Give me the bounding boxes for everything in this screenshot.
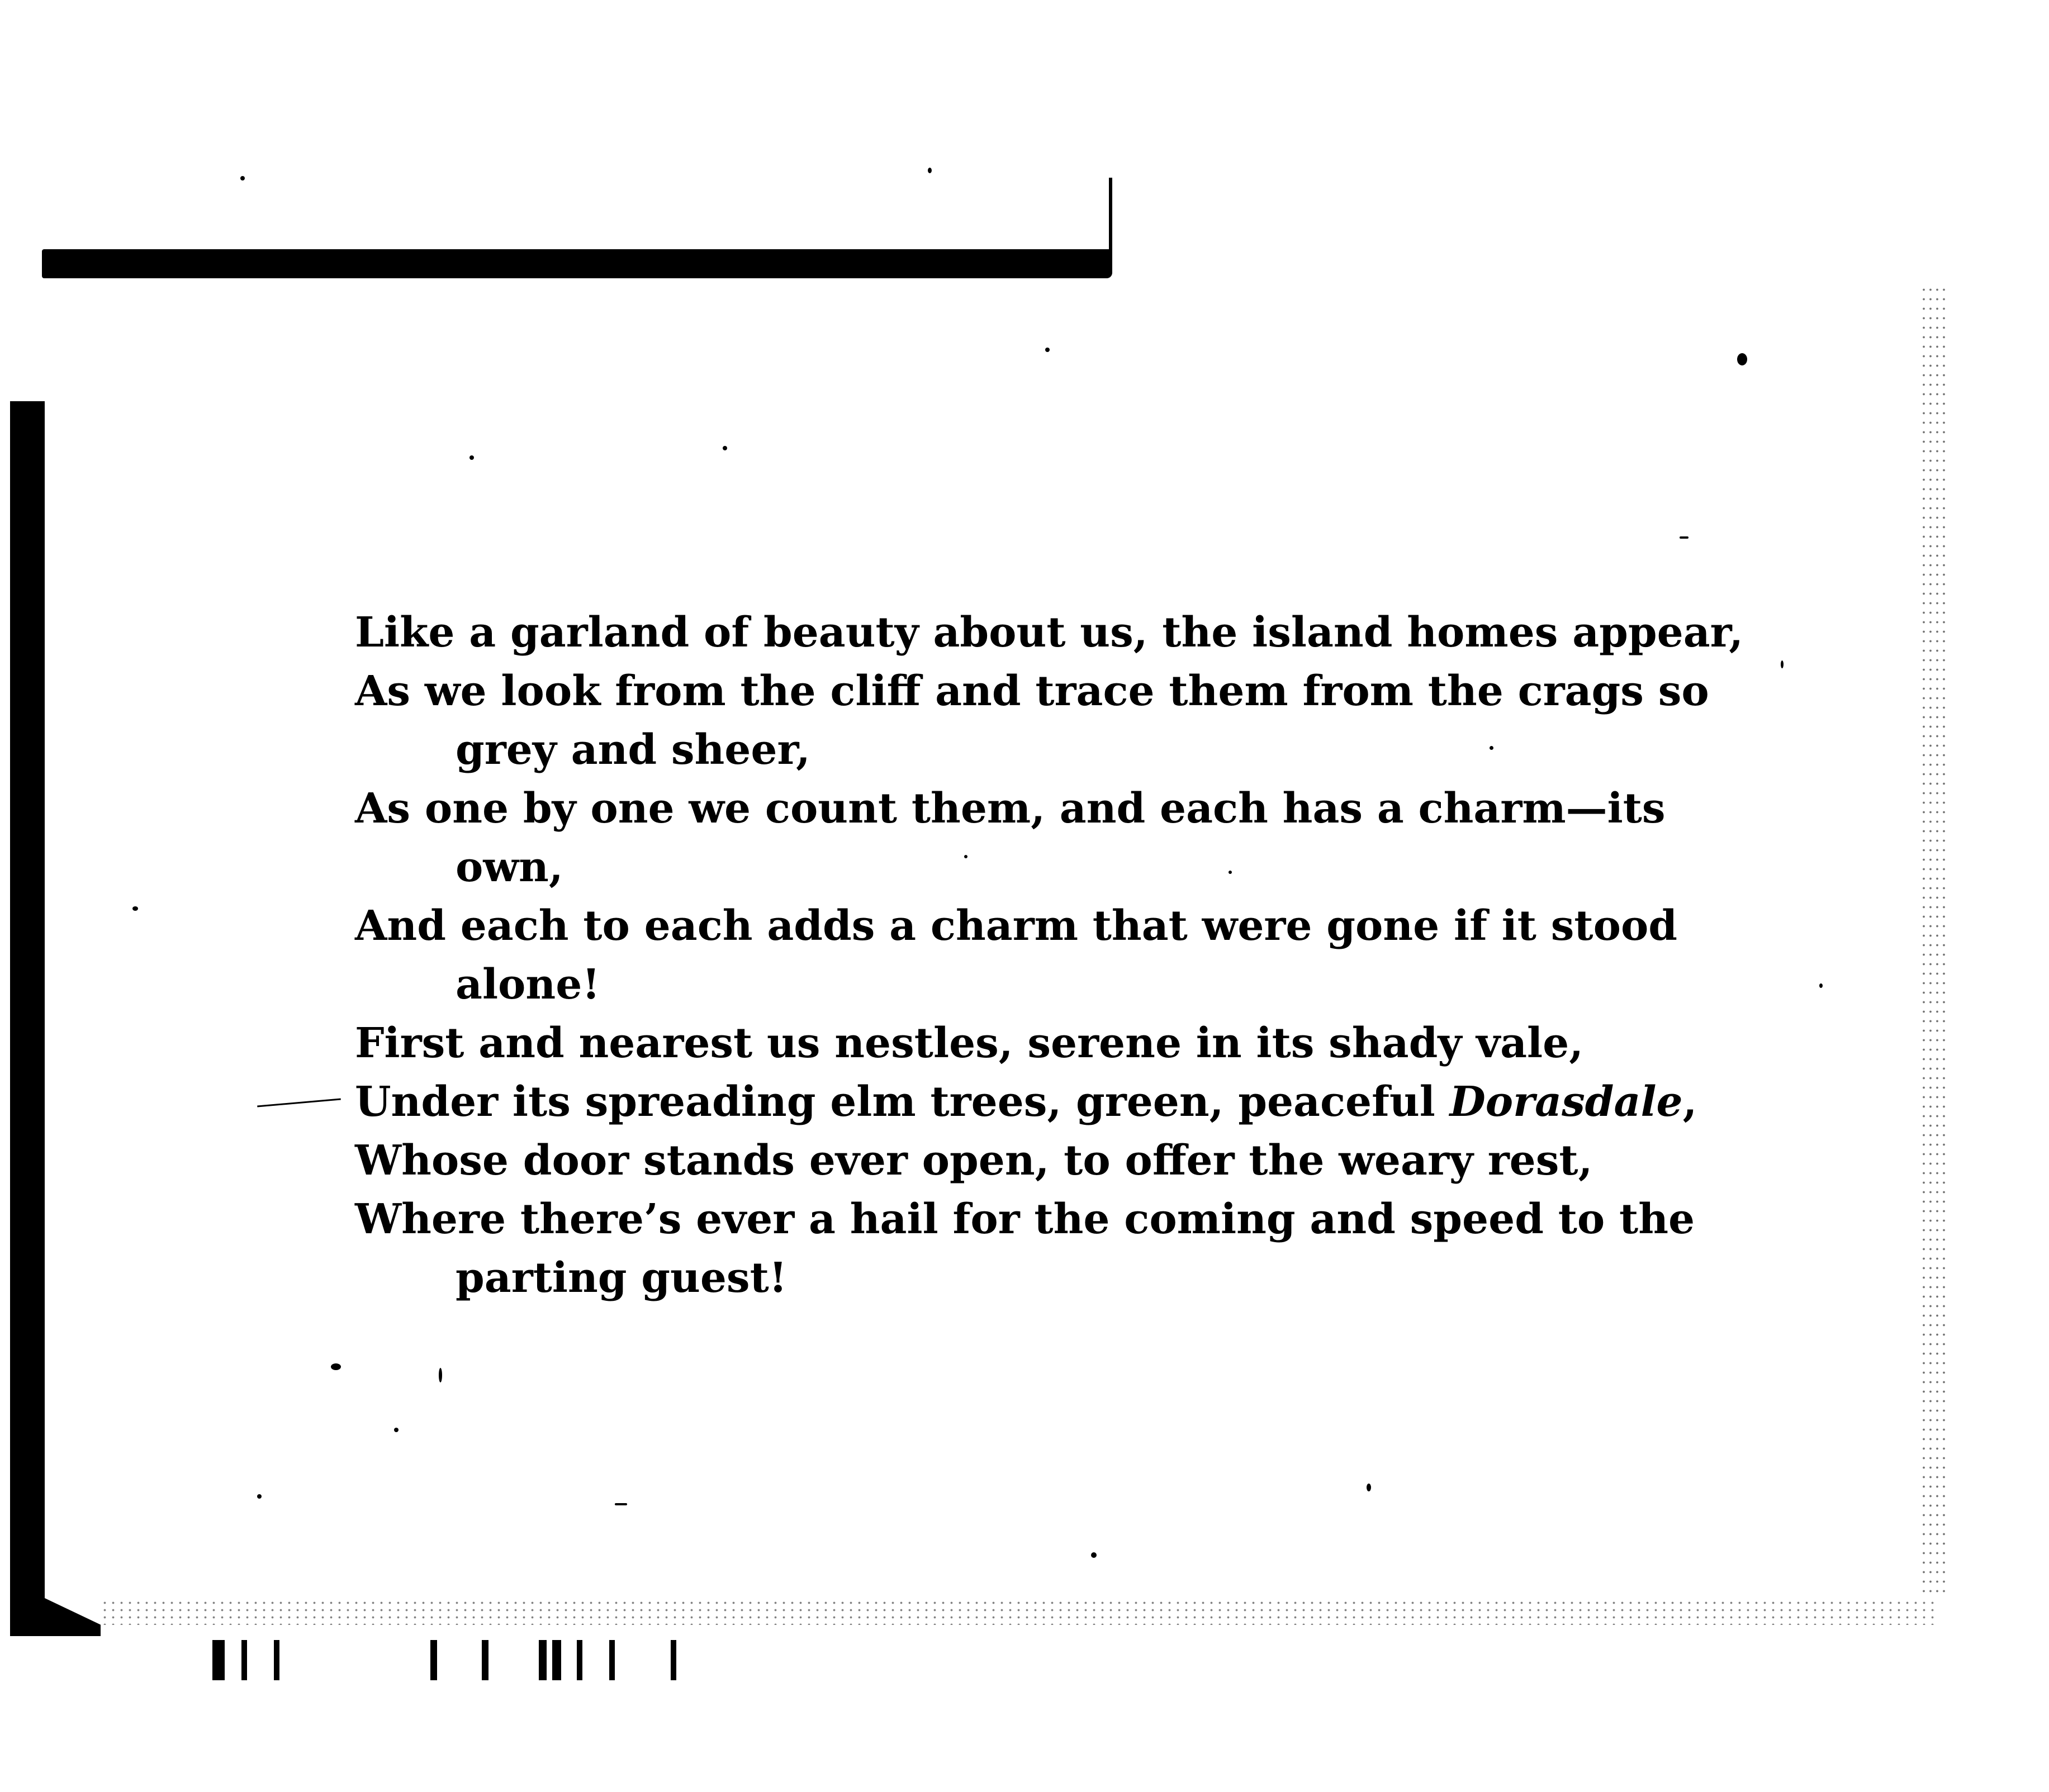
poem-line-text: Under its spreading elm trees, green, peaceful [355,1078,1450,1126]
top-rule [42,249,1112,278]
poem-line: First and nearest us nestles, serene in its shady vale, [355,1019,1583,1067]
scan-speck [723,446,727,450]
poem-line-continuation: grey and sheer, [456,726,810,774]
poem-stanza [355,603,1744,1308]
scan-speck [331,1363,341,1370]
poem-line: As one by one we count them, and each has a charm—its [355,785,1666,833]
scan-speck [1091,1552,1097,1558]
poem-line: Whose door stands ever open, to offer the weary rest, [355,1137,1593,1185]
place-name-italic: Dorasdale [1449,1078,1683,1126]
poem-line-continuation: parting guest! [456,1254,788,1302]
poem-line: As we look from the cliff and trace them from the crags so [355,667,1709,715]
scan-speck [615,1503,627,1505]
poem-line: Like a garland of beauty about us, the island homes appear, [355,609,1744,657]
scan-speck [1367,1484,1371,1491]
scan-speck [1781,660,1784,668]
scan-speck [1819,983,1823,988]
left-scan-edge [10,401,45,1636]
poem-line-continuation: own, [456,843,563,891]
poem-line: And each to each adds a charm that were gone if it stood [355,902,1678,950]
scan-speck [394,1428,399,1432]
poem-line: Where there’s ever a hail for the coming and speed to the [355,1195,1695,1243]
margin-pencil-mark [257,1098,341,1107]
scan-speck [1680,536,1688,539]
scan-speck [132,906,138,911]
scan-speck [240,176,245,180]
scan-speck [1737,353,1747,365]
poem-line-tail: , [1682,1078,1697,1126]
top-rule-tick [1109,178,1112,256]
poem-line-continuation: alone! [456,961,600,1009]
bottom-scan-noise [101,1599,1939,1625]
scan-speck [439,1368,442,1382]
registration-marks [212,1640,676,1680]
scan-speck [1045,348,1050,352]
scan-speck [469,455,474,460]
right-scan-noise [1920,285,1947,1593]
poem-line [355,1073,1697,1132]
left-scan-edge-foot [45,1598,101,1636]
scan-speck [928,168,932,173]
scan-speck [257,1494,262,1499]
